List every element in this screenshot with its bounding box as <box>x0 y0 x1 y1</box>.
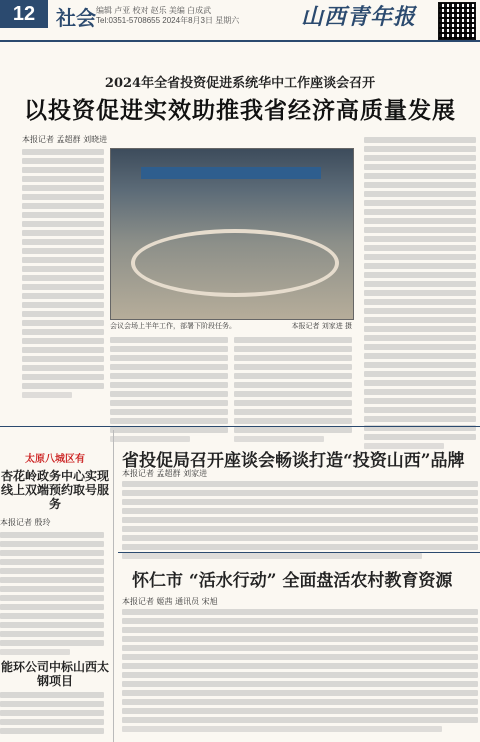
story2-text <box>122 478 478 562</box>
story3-headline: 怀仁市 “活水行动” 全面盘活农村教育资源 <box>132 571 453 591</box>
story2-headline: 省投促局召开座谈会畅谈打造“投资山西”品牌 <box>122 451 465 471</box>
lead-text-col-3 <box>234 334 352 445</box>
story2-byline: 本报记者 孟超群 刘家进 <box>122 469 208 478</box>
sidebar-top-byline: 本报记者 殷玲 <box>0 518 51 527</box>
lead-text-col-right <box>364 134 476 452</box>
story3-divider <box>118 552 480 553</box>
page-number-badge: 12 <box>0 0 48 28</box>
lead-kicker: 2024年全省投资促进系统华中工作座谈会召开 <box>104 76 376 91</box>
column-divider <box>113 430 114 742</box>
photo-credit: 本报记者 刘家进 摄 <box>291 322 352 330</box>
lead-text-col-1 <box>22 146 104 401</box>
lead-photo <box>110 148 354 320</box>
sidebar-bottom <box>0 660 110 737</box>
sidebar-bottom-title: 能环公司中标山西太钢项目 <box>0 660 109 688</box>
lead-byline: 本报记者 孟超群 刘晓进 <box>22 135 108 144</box>
header-meta <box>96 6 239 26</box>
section-title: 社会 <box>56 6 96 30</box>
qr-code-icon <box>438 2 476 40</box>
header-tel-date: Tel:0351-5708655 2024年8月3日 星期六 <box>96 16 240 25</box>
photo-caption-row <box>110 321 352 331</box>
sidebar-top-text <box>0 532 110 655</box>
section-divider <box>0 426 480 427</box>
photo-caption: 会议会场上半年工作，部署下阶段任务。 <box>110 322 236 330</box>
sidebar-top <box>0 450 110 658</box>
lead-headline: 以投资促进实效助推我省经济高质量发展 <box>24 97 456 124</box>
masthead-logo: 山西青年报 <box>300 4 416 30</box>
story3-byline: 本报记者 姬茜 通讯员 宋旭 <box>122 597 218 606</box>
sidebar-top-kicker: 太原八城区有 <box>25 454 85 465</box>
story3-text <box>122 606 478 735</box>
photo-conference-table <box>131 229 339 297</box>
lead-text-col-2 <box>110 334 228 445</box>
header-rule <box>0 40 480 42</box>
header-editors: 编辑 卢亚 校对 赵乐 美编 白成武 <box>96 6 212 15</box>
photo-banner <box>141 167 321 179</box>
sidebar-bottom-text <box>0 692 110 734</box>
sidebar-top-title: 杏花岭政务中心实现线上双端预约取号服务 <box>0 469 109 511</box>
